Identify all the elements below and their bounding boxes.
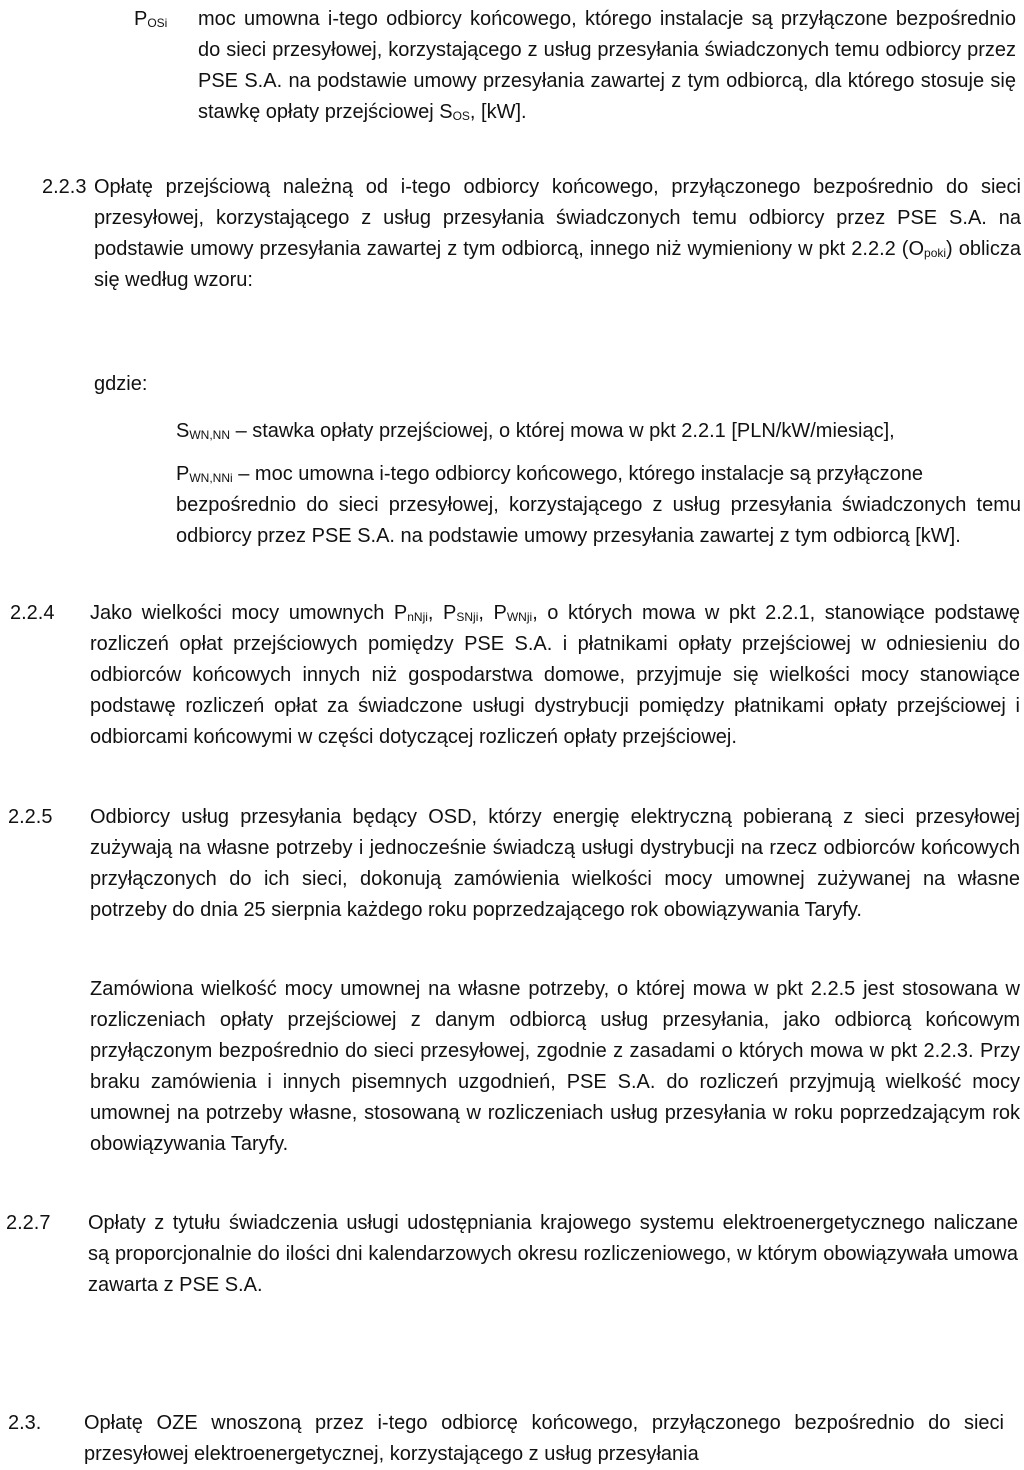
definition-text-posi: moc umowna i-tego odbiorcy końcowego, którego instalacje są przyłączone bezpośrednio do sieci przesyłowej, korzystającego z usług przesyłania świadczonych temu odbiorcy przez PSE S.A. na podstawie umowy przesyłania zawartej z tym odbiorcą, dla którego stosuje się stawkę opłaty przejściowej $S_{OS}$, [kW]. [198, 8, 1016, 123]
definition-text-pwn-rest: bezpośrednio do sieci przesyłowej, korzystającego z usług przesyłania świadczonych temu odbiorcy przez PSE S.A. na podstawie umowy przesyłania zawartej z tym odbiorcą [kW]. [176, 494, 1021, 547]
section-number-2-3: 2.3. [8, 1412, 42, 1434]
definition-text-pwn-first: moc umowna i-tego odbiorcy końcowego, którego instalacje są przyłączone [254, 463, 924, 485]
definition-term-posi: $P_{OSi}$ [134, 8, 168, 30]
section-2-2-4-text: Jako wielkości mocy umownych $P_{nNji}$, $P_{SNji}$, $P_{WNji}$, o których mowa w pkt 2.2.1, stanowiące podstawę rozliczeń opłat przejściowych pomiędzy PSE S.A. i płatnikami opłaty przejściowej w odniesieniu do odbiorców końcowych innych niż gospodarstwa domowe, przyjmuje się wielkości mocy stanowiące podstawę rozliczeń opłat za świadczone usługi dystrybucji pomiędzy płatnikami opłaty przejściowej i odbiorcami końcowymi w części dotyczącej rozliczeń opłaty przejściowej. [90, 602, 1021, 748]
gdzie-label: gdzie: [94, 373, 148, 395]
definition-term-swn: $S_{WN,NN}$ [176, 420, 231, 442]
definition-swn [176, 416, 895, 447]
section-number-2-2-5: 2.2.5 [8, 806, 53, 828]
section-2-2-3-text: Opłatę przejściową należną od i-tego odbiorcy końcowego, przyłączonego bezpośrednio do sieci przesyłowej, korzystającego z usług przesyłania świadczonych temu odbiorcy przez PSE S.A. na podstawie umowy przesyłania zawartej z tym odbiorcą, innego niż wymieniony w pkt 2.2.2 $(O_{poki})$ oblicza się według wzoru: [94, 176, 1021, 291]
section-number-2-2-4: 2.2.4 [10, 602, 55, 624]
section-2-3-text: Opłatę OZE wnoszoną przez i-tego odbiorcę końcowego, przyłączonego bezpośrednio do sieci przesyłowej elektroenergetycznej, korzystającego z usług przesyłania [84, 1412, 1004, 1465]
definition-text-swn: – stawka opłaty przejściowej, o której mowa w pkt 2.2.1 [PLN/kW/miesiąc], [230, 420, 895, 442]
section-2-2-7-text: Opłaty z tytułu świadczenia usługi udostępniania krajowego systemu elektroenergetycznego naliczane są proporcjonalnie do ilości dni kalendarzowych okresu rozliczeniowego, w którym obowiązywała umowa zawarta z PSE S.A. [88, 1212, 1018, 1296]
section-number-2-2-7: 2.2.7 [6, 1212, 51, 1234]
section-number-2-2-3: 2.2.3 [42, 176, 87, 198]
paragraph-zamowiona: Zamówiona wielkość mocy umownej na własne potrzeby, o której mowa w pkt 2.2.5 jest stosowana w rozliczeniach opłaty przejściowej z danym odbiorcą usług przesyłania, jako odbiorcą końcowym przyłączonym bezpośrednio do sieci przesyłowej, zgodnie z zasadami o których mowa w pkt 2.2.3. Przy braku zamówienia i innych pisemnych uzgodnień, PSE S.A. do rozliczeń przyjmują wielkość mocy umownej na potrzeby własne, stosowaną w rozliczeniach usług przesyłania w roku poprzedzającym rok obowiązywania Taryfy. [90, 978, 1020, 1155]
definition-term-pwn: $P_{WN,NNi}$ [176, 463, 233, 485]
section-2-2-5-text: Odbiorcy usług przesyłania będący OSD, którzy energię elektryczną pobieraną z sieci przesyłowej zużywają na własne potrzeby i jednocześnie świadczą usługi dystrybucji na rzecz odbiorców końcowych przyłączonych do ich sieci, dokonują zamówienia wielkości mocy umownej zużywanej na własne potrzeby do dnia 25 sierpnia każdego roku poprzedzającego rok obowiązywania Taryfy. [90, 806, 1020, 921]
definition-pwn: $P_{WN,NNi}$ – moc umowna i-tego odbiorcy końcowego, którego instalacje są przyłączone bezpośrednio do sieci przesyłowej, korzystającego z usług przesyłania świadczonych temu odbiorcy przez PSE S.A. na podstawie umowy przesyłania zawartej z tym odbiorcą [kW]. [176, 459, 1021, 552]
